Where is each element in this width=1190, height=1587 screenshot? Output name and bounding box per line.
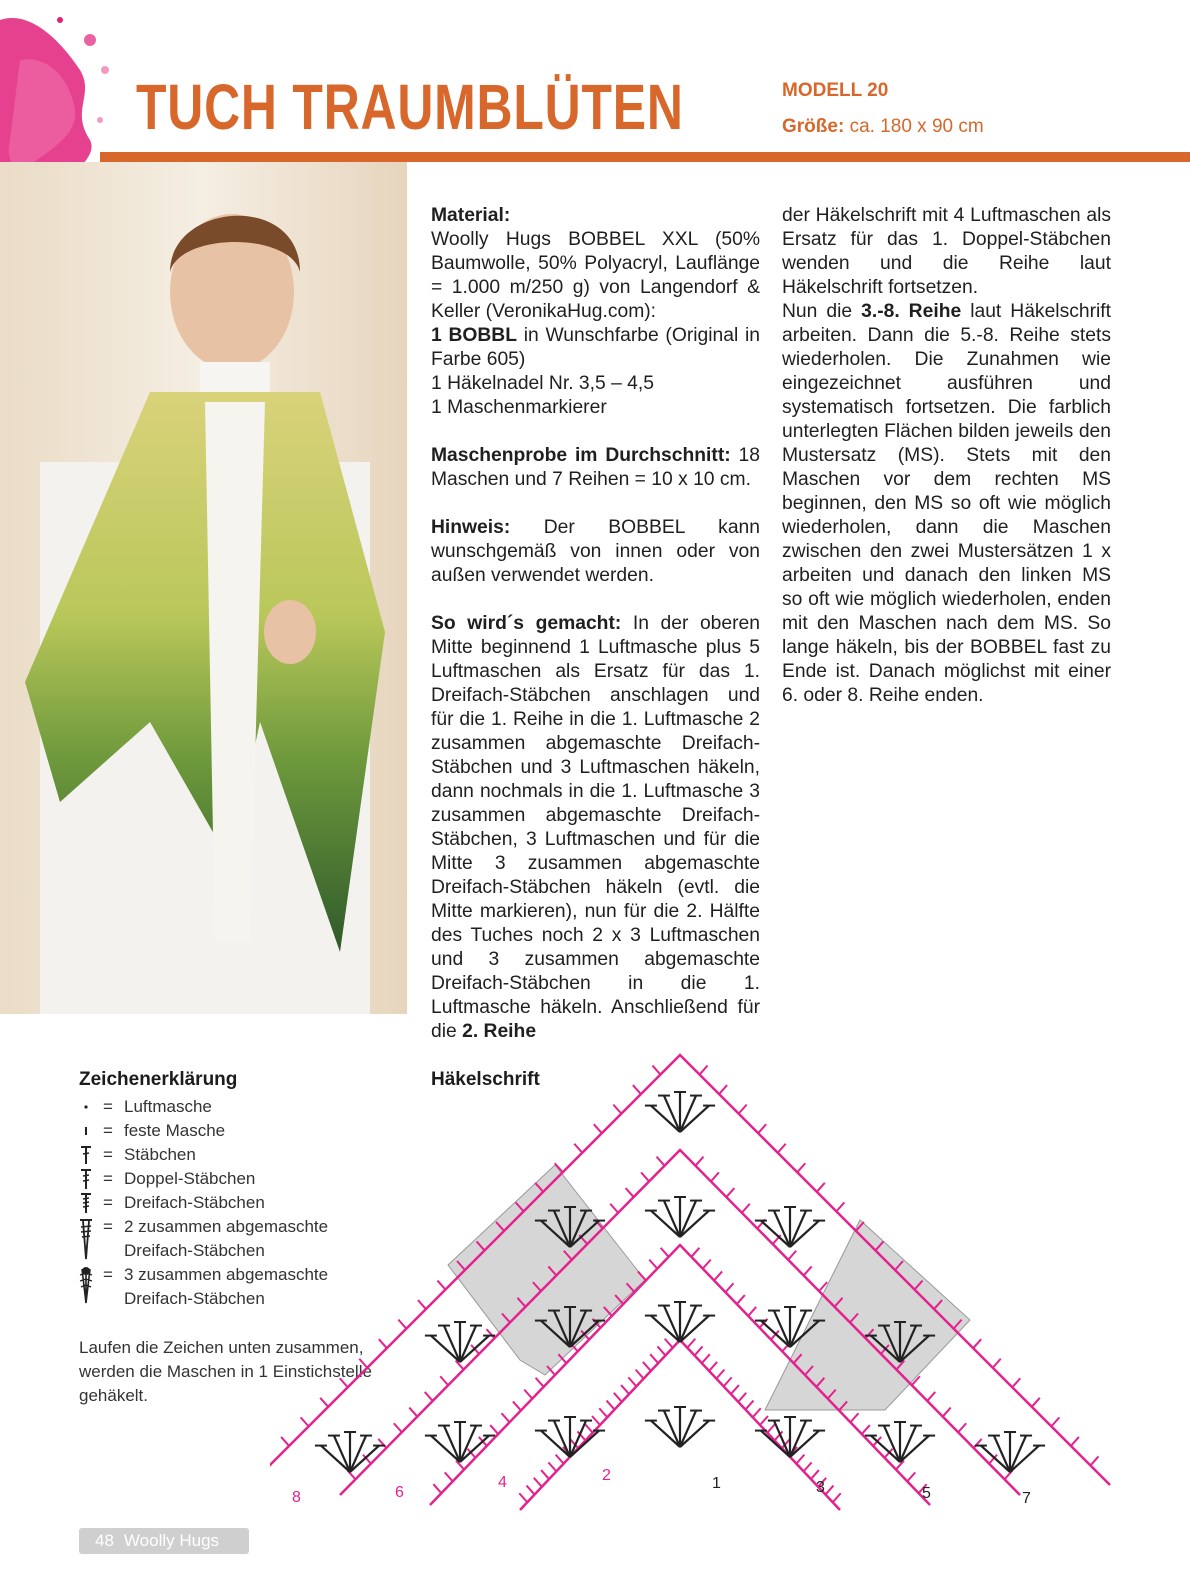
row-number: 2 bbox=[602, 1467, 611, 1484]
stitch-tick bbox=[833, 1493, 841, 1502]
stitch-tick bbox=[599, 1408, 607, 1417]
stitch-tick bbox=[613, 1105, 621, 1114]
size-info bbox=[782, 116, 984, 138]
stitch-tick bbox=[513, 1401, 521, 1410]
stitch-tick bbox=[437, 1281, 445, 1290]
stitch-fan bbox=[645, 1092, 715, 1132]
stitch-tick bbox=[548, 1462, 556, 1471]
crochet-chart bbox=[270, 1050, 1120, 1530]
model-photo bbox=[0, 162, 407, 1014]
stitch-tick bbox=[445, 1472, 453, 1481]
stitch-tick bbox=[695, 1346, 703, 1355]
stitch-tick bbox=[927, 1392, 935, 1401]
stitch-tick bbox=[703, 1260, 711, 1269]
stitch-tick bbox=[585, 1424, 593, 1433]
stitch-tick bbox=[425, 1392, 433, 1401]
stitch-tick bbox=[760, 1416, 768, 1425]
dtr2tog-icon bbox=[79, 1215, 97, 1263]
stitch-tick bbox=[409, 1408, 417, 1417]
stitch-tick bbox=[340, 1378, 348, 1387]
howto-bold-end: 2. Reihe bbox=[462, 1021, 537, 1042]
stitch-tick bbox=[709, 1362, 717, 1371]
stitch-tick bbox=[650, 1354, 658, 1363]
size-label: Größe: bbox=[782, 116, 845, 137]
stitch-tick bbox=[726, 1188, 734, 1197]
chart-row-line bbox=[270, 1055, 1110, 1485]
stitch-tick bbox=[711, 1172, 719, 1181]
stitch-tick bbox=[804, 1266, 812, 1275]
row-number: 8 bbox=[292, 1489, 301, 1506]
stitch-tick bbox=[281, 1437, 289, 1446]
stitch-tick bbox=[301, 1417, 309, 1426]
gauge-text: 18 Maschen und 7 Reihen = 10 x 10 cm. bbox=[431, 445, 760, 490]
brand-name: Woolly Hugs bbox=[123, 1531, 220, 1550]
stitch-tick bbox=[862, 1425, 870, 1434]
row-number: 7 bbox=[1022, 1490, 1031, 1507]
stitch-tick bbox=[652, 1066, 660, 1075]
col2-p2-start: Nun die bbox=[782, 301, 853, 322]
row-number: 6 bbox=[395, 1484, 404, 1501]
stitch-tick bbox=[739, 1105, 747, 1114]
stitch-tick bbox=[797, 1163, 805, 1172]
row-number: 3 bbox=[816, 1479, 825, 1496]
stitch-tick bbox=[628, 1377, 636, 1386]
howto-text: In der oberen Mitte beginnend 1 Luftmasche plus 5 Luftmaschen als Ersatz für das 1. Dreifach-Stäbchen anschlagen und für die 1. Reihe in die 1. Luftmasche 2 zusammen abgemaschte Dreifach-Stäbchen und 3 Luftmaschen häkeln, dann nochmals in die 1. Luftmasche 3 zusammen abgemaschte Dreifach-Stäbchen, 3 Luftmaschen und für die Mitte 3 zusammen abgemaschte Dreifach-Stäbchen häkeln (evtl. die Mitte markieren), nun für die 2. Hälfte des Tuches noch 2 x 3 Luftmaschen und 3 zusammen abgemaschte Dreifach-Stäbchen in die 1. Luftmasche häkeln. Anschließend für die bbox=[431, 613, 760, 1042]
pattern-repeat-area bbox=[448, 1165, 645, 1375]
material-text: Woolly Hugs BOBBEL XXL (50% Baumwolle, 50% Polyacryl, Lauflänge = 1.000 m/250 g) von Langendorf & Keller (VeronikaHug.com): bbox=[431, 229, 760, 322]
stitch-tick bbox=[748, 1307, 756, 1316]
chain-stitch-icon bbox=[79, 1095, 97, 1119]
stitch-tick bbox=[714, 1271, 722, 1280]
stitch-tick bbox=[958, 1423, 966, 1432]
stitch-tick bbox=[440, 1376, 448, 1385]
stitch-tick bbox=[359, 1359, 367, 1368]
stitch-tick bbox=[753, 1408, 761, 1417]
page-title: TUCH TRAUMBLÜTEN bbox=[136, 71, 684, 143]
stitch-tick bbox=[320, 1398, 328, 1407]
stitch-tick bbox=[524, 1390, 532, 1399]
stitch-tick bbox=[433, 1484, 441, 1493]
howto-label: So wird´s gemacht: bbox=[431, 613, 622, 634]
stitch-fan bbox=[535, 1417, 605, 1457]
stitch-fan bbox=[645, 1302, 715, 1342]
row-number: 4 bbox=[498, 1474, 507, 1491]
col2-p2-end: laut Häkelschrift arbeiten. Dann die 5.-8. Reihe stets wiederholen. Die Zunahmen wie eingezeichnet ausführen und systematisch fortsetzen. Die farblich unterlegten Flächen bilden jeweils den Mustersatz (MS). Stets mit den Maschen vor dem rechten MS beginnen, den MS so oft wie möglich wiederholen, dann die Maschen zwischen den zwei Mustersätzen 1 x arbeiten und danach den linken MS so oft wie möglich wiederholen, enden mit den Maschen nach dem MS. So lange häkeln, bis der BOBBEL fast zu Ende ist. Danach möglichst mit einer 6. oder 8. Reihe enden. bbox=[782, 301, 1112, 706]
chart-title: Häkelschrift bbox=[431, 1069, 540, 1090]
stitch-tick bbox=[418, 1300, 426, 1309]
stitch-tick bbox=[725, 1283, 733, 1292]
stitch-tick bbox=[737, 1295, 745, 1304]
stitch-tick bbox=[657, 1157, 665, 1166]
stitch-tick bbox=[607, 1401, 615, 1410]
stitch-tick bbox=[687, 1339, 695, 1348]
stitch-tick bbox=[502, 1413, 510, 1422]
stitch-fan bbox=[755, 1207, 825, 1247]
stitch-tick bbox=[490, 1425, 498, 1434]
stitch-fan bbox=[645, 1197, 715, 1237]
stitch-tick bbox=[610, 1204, 618, 1213]
stitch-tick bbox=[695, 1157, 703, 1166]
size-value: ca. 180 x 90 cm bbox=[849, 116, 984, 137]
stitch-tick bbox=[1090, 1456, 1098, 1465]
stitch-tick bbox=[592, 1416, 600, 1425]
hint-label: Hinweis: bbox=[431, 517, 511, 538]
stitch-tick bbox=[973, 1339, 981, 1348]
stitch-tick bbox=[594, 1124, 602, 1133]
stitch-tick bbox=[691, 1248, 699, 1257]
stitch-fan bbox=[975, 1432, 1045, 1472]
bobbel-bold: 1 BOBBL bbox=[431, 325, 517, 346]
double-treble-icon bbox=[79, 1191, 97, 1215]
instructions-column-1 bbox=[431, 204, 760, 1044]
stitch-tick bbox=[633, 1085, 641, 1094]
stitch-tick bbox=[788, 1251, 796, 1260]
stitch-fan bbox=[315, 1432, 385, 1472]
stitch-fan bbox=[645, 1407, 715, 1447]
stitch-tick bbox=[556, 1455, 564, 1464]
stitch-tick bbox=[536, 1378, 544, 1387]
stitch-tick bbox=[621, 1385, 629, 1394]
stitch-tick bbox=[1071, 1437, 1079, 1446]
stitch-tick bbox=[719, 1085, 727, 1094]
model-number: MODELL 20 bbox=[782, 80, 889, 101]
stitch-fan bbox=[755, 1417, 825, 1457]
stitch-tick bbox=[657, 1346, 665, 1355]
row-number: 5 bbox=[922, 1485, 931, 1502]
stitch-tick bbox=[641, 1172, 649, 1181]
stitch-tick bbox=[626, 1188, 634, 1197]
marker-text: 1 Maschenmarkierer bbox=[431, 397, 607, 418]
stitch-tick bbox=[767, 1424, 775, 1433]
treble-crochet-icon bbox=[79, 1167, 97, 1191]
stitch-fan bbox=[425, 1322, 495, 1362]
stitch-tick bbox=[661, 1248, 669, 1257]
double-crochet-icon bbox=[79, 1143, 97, 1167]
stitch-tick bbox=[1051, 1417, 1059, 1426]
col2-p2-bold: 3.-8. Reihe bbox=[861, 301, 962, 322]
stitch-tick bbox=[796, 1455, 804, 1464]
needle-text: 1 Häkelnadel Nr. 3,5 – 4,5 bbox=[431, 373, 654, 394]
stitch-tick bbox=[379, 1339, 387, 1348]
col2-paragraph-1: der Häkelschrift mit 4 Luftmaschen als Ersatz für das 1. Doppel-Stäbchen wenden und die Reihe laut Häkelschrift fortsetzen. bbox=[782, 205, 1111, 298]
page-footer bbox=[79, 1528, 249, 1554]
stitch-tick bbox=[817, 1183, 825, 1192]
page-number: 48 bbox=[95, 1531, 114, 1550]
stitch-tick bbox=[738, 1393, 746, 1402]
stitch-tick bbox=[724, 1377, 732, 1386]
stitch-tick bbox=[636, 1370, 644, 1379]
stitch-tick bbox=[811, 1470, 819, 1479]
legend-note: Laufen die Zeichen unten zusammen, werden die Maschen in 1 Einstichstelle gehäkelt. bbox=[79, 1338, 372, 1405]
stitch-tick bbox=[825, 1486, 833, 1495]
material-label: Material: bbox=[431, 205, 511, 226]
legend-title: Zeichenerklärung bbox=[79, 1069, 238, 1090]
stitch-tick bbox=[731, 1385, 739, 1394]
stitch-tick bbox=[700, 1066, 708, 1075]
stitch-tick bbox=[527, 1486, 535, 1495]
stitch-tick bbox=[1012, 1378, 1020, 1387]
single-crochet-icon bbox=[79, 1119, 97, 1143]
stitch-tick bbox=[519, 1493, 527, 1502]
stitch-tick bbox=[716, 1370, 724, 1379]
header-rule bbox=[100, 152, 1190, 162]
stitch-tick bbox=[394, 1423, 402, 1432]
row-number: 1 bbox=[712, 1475, 721, 1492]
stitch-tick bbox=[541, 1470, 549, 1479]
stitch-tick bbox=[1032, 1398, 1040, 1407]
stitch-tick bbox=[778, 1144, 786, 1153]
stitch-tick bbox=[534, 1478, 542, 1487]
stitch-tick bbox=[702, 1354, 710, 1363]
hint-text: Der BOBBEL kann wunschgemäß von innen oder von außen verwendet werden. bbox=[431, 517, 760, 586]
stitch-tick bbox=[758, 1124, 766, 1133]
stitch-tick bbox=[943, 1408, 951, 1417]
stitch-tick bbox=[665, 1339, 673, 1348]
gauge-label: Maschenprobe im Durchschnitt: bbox=[431, 445, 731, 466]
stitch-tick bbox=[398, 1320, 406, 1329]
stitch-tick bbox=[993, 1359, 1001, 1368]
stitch-tick bbox=[850, 1413, 858, 1422]
stitch-tick bbox=[649, 1260, 657, 1269]
stitch-tick bbox=[745, 1401, 753, 1410]
dtr3tog-icon bbox=[79, 1263, 97, 1311]
stitch-tick bbox=[643, 1362, 651, 1371]
stitch-tick bbox=[804, 1462, 812, 1471]
stitch-tick bbox=[836, 1202, 844, 1211]
stitch-tick bbox=[574, 1144, 582, 1153]
bobbel-text: in Wunschfarbe (Original in Farbe 605) bbox=[431, 325, 760, 370]
stitch-tick bbox=[742, 1204, 750, 1213]
stitch-tick bbox=[614, 1393, 622, 1402]
instructions-column-2 bbox=[782, 204, 1111, 708]
stitch-tick bbox=[907, 1472, 915, 1481]
